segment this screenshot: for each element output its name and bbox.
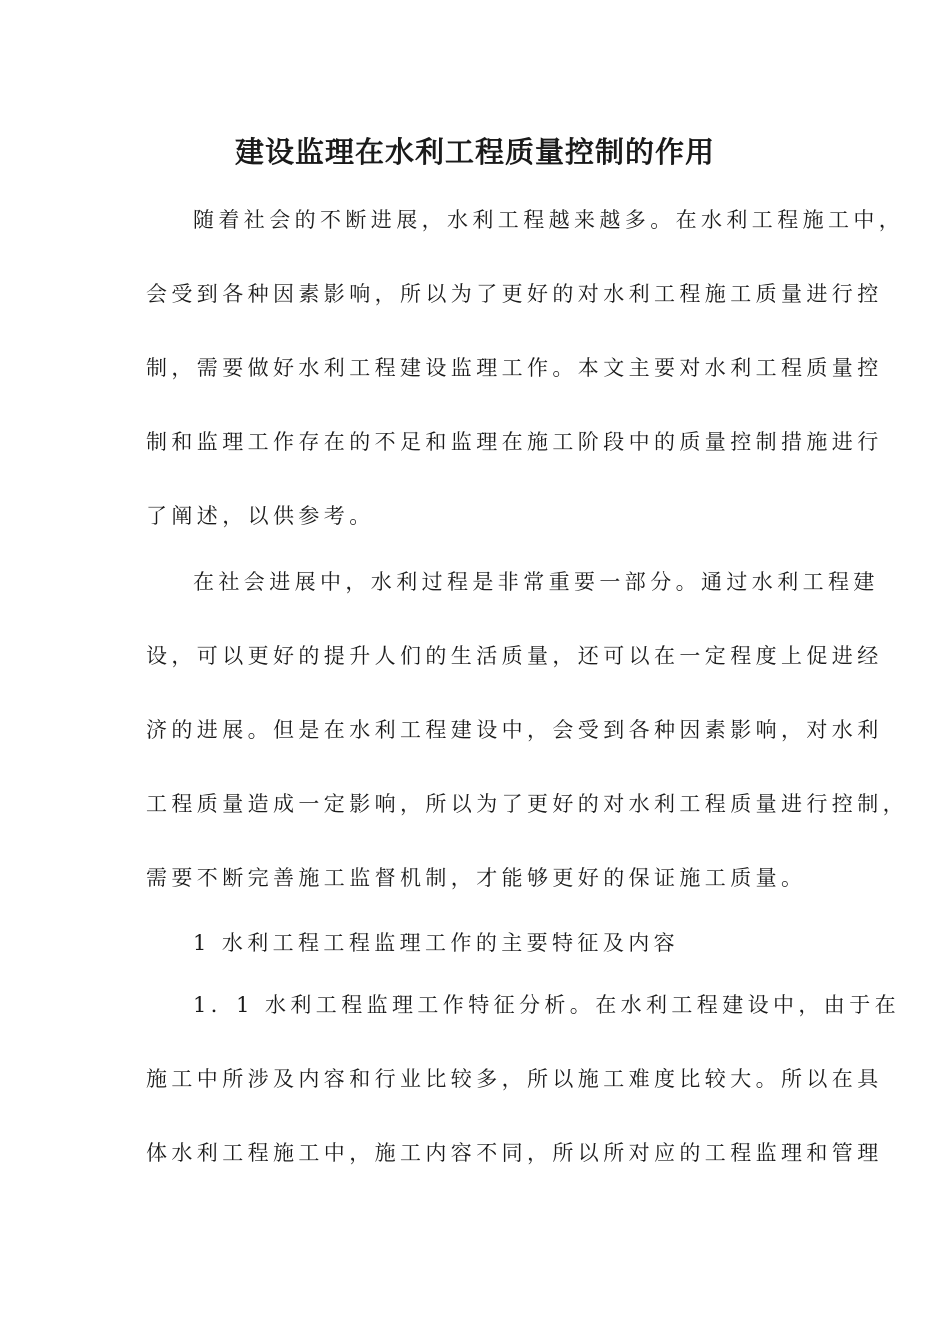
paragraph-line: 制，需要做好水利工程建设监理工作。本文主要对水利工程质量控: [146, 356, 883, 380]
paragraph-line: 济的进展。但是在水利工程建设中，会受到各种因素影响，对水利: [146, 718, 883, 742]
document-title: 建设监理在水利工程质量控制的作用: [234, 135, 715, 169]
paragraph-line: 在社会进展中，水利过程是非常重要一部分。通过水利工程建: [193, 570, 879, 594]
paragraph-line: 需要不断完善施工监督机制，才能够更好的保证施工质量。: [146, 866, 807, 890]
paragraph-line: 工程质量造成一定影响，所以为了更好的对水利工程质量进行控制，: [146, 792, 908, 816]
paragraph-line: 施工中所涉及内容和行业比较多，所以施工难度比较大。所以在具: [146, 1067, 883, 1091]
paragraph-line: 随着社会的不断进展，水利工程越来越多。在水利工程施工中，: [193, 208, 905, 232]
paragraph-line: 1．1 水利工程监理工作特征分析。在水利工程建设中，由于在: [193, 993, 900, 1017]
section-heading: 1 水利工程工程监理工作的主要特征及内容: [193, 931, 680, 955]
paragraph-line: 制和监理工作存在的不足和监理在施工阶段中的质量控制措施进行: [146, 430, 883, 454]
paragraph-line: 设，可以更好的提升人们的生活质量，还可以在一定程度上促进经: [146, 644, 883, 668]
paragraph-line: 了阐述，以供参考。: [146, 504, 375, 528]
paragraph-line: 会受到各种因素影响，所以为了更好的对水利工程施工质量进行控: [146, 282, 883, 306]
paragraph-line: 体水利工程施工中，施工内容不同，所以所对应的工程监理和管理: [146, 1141, 883, 1165]
